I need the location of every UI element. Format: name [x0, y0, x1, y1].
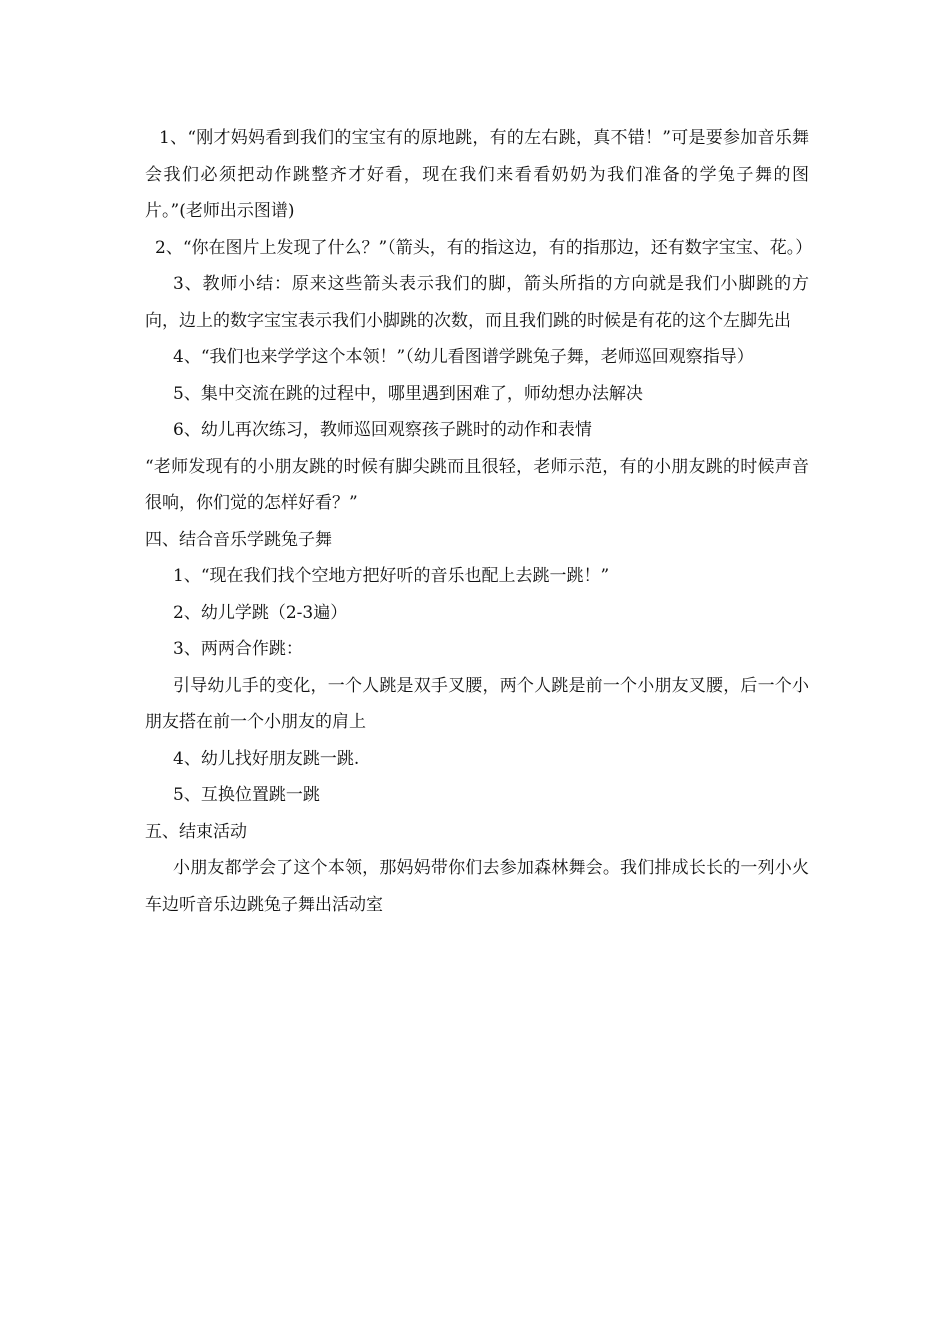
paragraph-step-3: 3、教师小结：原来这些箭头表示我们的脚，箭头所指的方向就是我们小脚跳的方向，边上的数字宝宝表示我们小脚跳的次数，而且我们跳的时候是有花的这个左脚先出 — [145, 274, 809, 331]
paragraph-step-6: 6、幼儿再次练习，教师巡回观察孩子跳时的动作和表情 — [173, 420, 592, 440]
section-heading-4: 四、结合音乐学跳兔子舞 — [145, 529, 332, 550]
paragraph-music-step-1: 1、“现在我们找个空地方把好听的音乐也配上去跳一跳！” — [173, 566, 610, 586]
paragraph-music-step-2: 2、幼儿学跳（2-3遍） — [173, 602, 348, 623]
paragraph-step-2: 2、“你在图片上发现了什么？”（箭头，有的指这边，有的指那边，还有数字宝宝、花。） — [155, 237, 813, 258]
paragraph-music-step-4: 4、幼儿找好朋友跳一跳. — [173, 748, 360, 769]
paragraph-step-5: 5、集中交流在跳的过程中，哪里遇到困难了，师幼想办法解决 — [173, 383, 643, 404]
paragraph-step-4: 4、“我们也来学学这个本领！”（幼儿看图谱学跳兔子舞，老师巡回观察指导） — [173, 347, 754, 367]
paragraph-guide-hands: 引导幼儿手的变化，一个人跳是双手叉腰，两个人跳是前一个小朋友叉腰，后一个小朋友搭在前一个小朋友的肩上 — [145, 675, 809, 732]
paragraph-music-step-3: 3、两两合作跳： — [173, 639, 303, 659]
paragraph-ending: 小朋友都学会了这个本领，那妈妈带你们去参加森林舞会。我们排成长长的一列小火车边听音乐边跳兔子舞出活动室 — [145, 858, 809, 915]
paragraph-step-1: 1、“刚才妈妈看到我们的宝宝有的原地跳，有的左右跳，真不错！”可是要参加音乐舞会我们必须把动作跳整齐才好看，现在我们来看看奶奶为我们准备的学兔子舞的图片。”(老师出示图谱) — [145, 128, 809, 221]
section-heading-5: 五、结束活动 — [145, 821, 247, 842]
document-body — [145, 120, 813, 923]
paragraph-teacher-quote: “老师发现有的小朋友跳的时候有脚尖跳而且很轻，老师示范，有的小朋友跳的时候声音很响，你们觉的怎样好看？” — [145, 456, 809, 513]
paragraph-music-step-5: 5、互换位置跳一跳 — [173, 785, 320, 805]
